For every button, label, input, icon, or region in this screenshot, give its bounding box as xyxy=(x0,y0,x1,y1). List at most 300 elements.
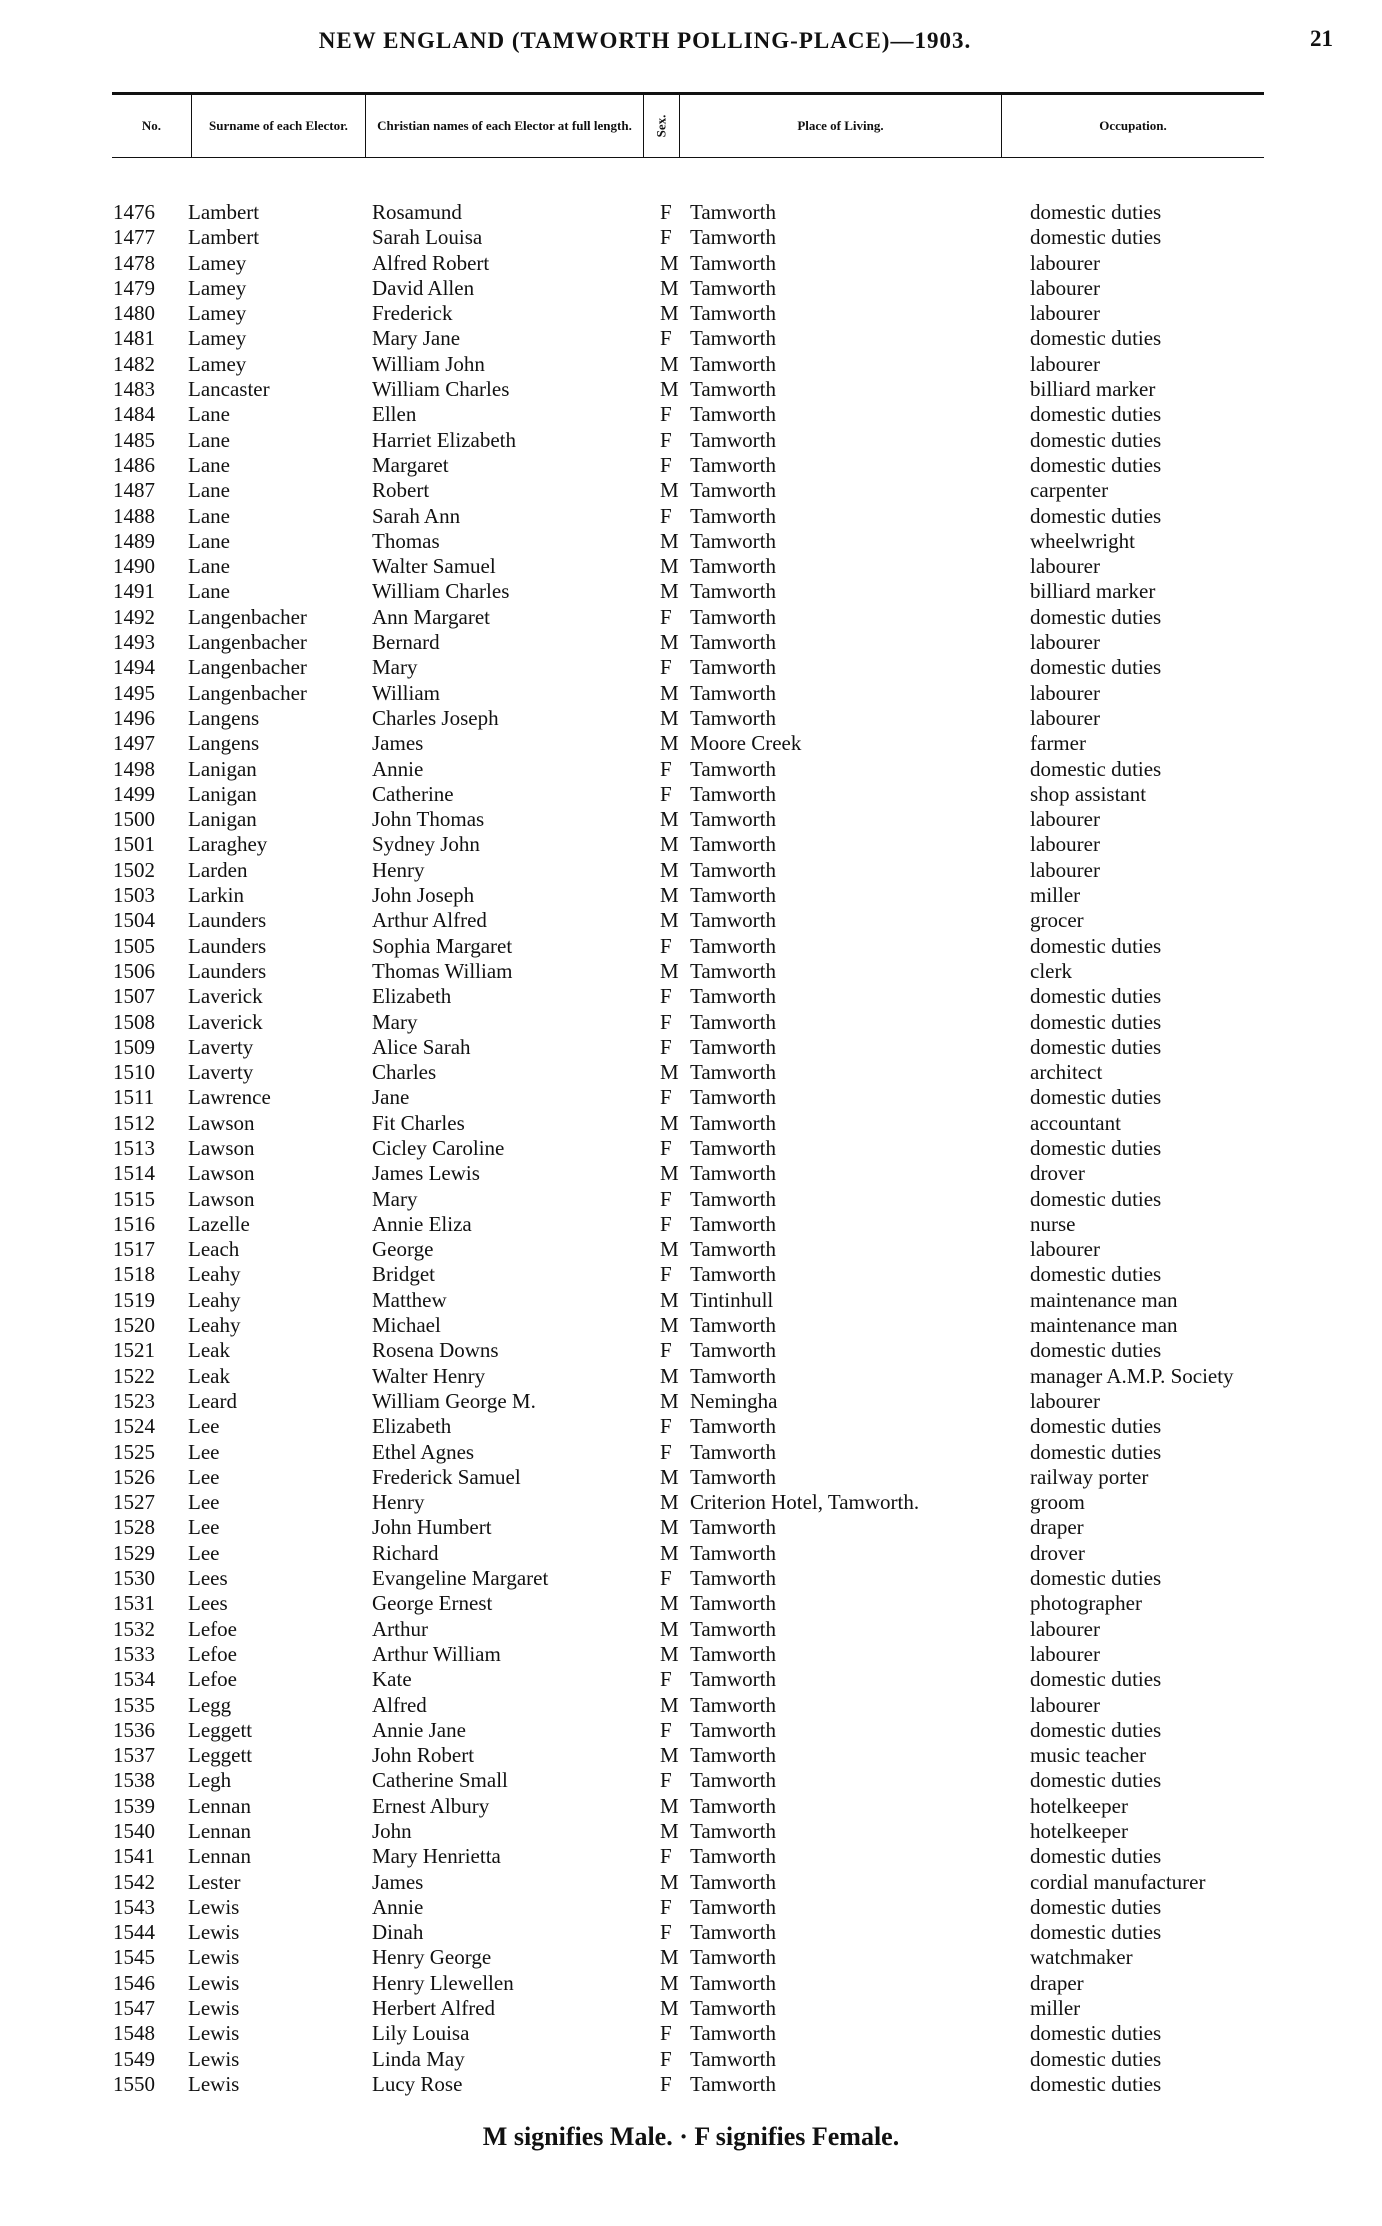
elector-sex: M xyxy=(660,377,679,402)
elector-christian-names: Henry George xyxy=(372,1945,492,1970)
elector-occupation: farmer xyxy=(1030,731,1086,756)
elector-christian-names: Alfred xyxy=(372,1692,427,1717)
elector-christian-names: Mary Henrietta xyxy=(372,1844,501,1869)
elector-sex: M xyxy=(660,731,679,756)
elector-place-of-living: Tamworth xyxy=(690,452,777,477)
elector-sex: F xyxy=(660,1414,672,1439)
elector-christian-names: Kate xyxy=(372,1667,412,1692)
elector-place-of-living: Tamworth xyxy=(690,1363,777,1388)
elector-place-of-living: Tamworth xyxy=(690,1338,777,1363)
elector-number: 1492 xyxy=(113,604,155,629)
elector-occupation: labourer xyxy=(1030,807,1100,832)
elector-occupation: miller xyxy=(1030,883,1081,908)
elector-surname: Lamey xyxy=(188,301,247,326)
elector-christian-names: Frederick Samuel xyxy=(372,1464,521,1489)
table-row xyxy=(0,1338,1382,1363)
elector-number: 1522 xyxy=(113,1363,155,1388)
elector-place-of-living: Tamworth xyxy=(690,275,777,300)
elector-occupation: maintenance man xyxy=(1030,1313,1178,1338)
elector-number: 1537 xyxy=(113,1743,155,1768)
elector-sex: M xyxy=(660,1616,679,1641)
elector-sex: M xyxy=(660,1970,679,1995)
table-row xyxy=(0,1895,1382,1920)
table-row xyxy=(0,1566,1382,1591)
elector-number: 1539 xyxy=(113,1793,155,1818)
elector-christian-names: James xyxy=(372,1869,424,1894)
elector-number: 1505 xyxy=(113,933,155,958)
elector-number: 1517 xyxy=(113,1237,155,1262)
elector-christian-names: Matthew xyxy=(372,1287,447,1312)
table-row xyxy=(0,2021,1382,2046)
elector-christian-names: Ethel Agnes xyxy=(372,1439,475,1464)
table-row xyxy=(0,706,1382,731)
elector-occupation: labourer xyxy=(1030,705,1100,730)
elector-place-of-living: Tamworth xyxy=(690,1920,777,1945)
table-row xyxy=(0,655,1382,680)
table-row xyxy=(0,1187,1382,1212)
elector-number: 1483 xyxy=(113,377,155,402)
table-row xyxy=(0,1870,1382,1895)
table-row xyxy=(0,504,1382,529)
elector-number: 1478 xyxy=(113,250,155,275)
elector-occupation: domestic duties xyxy=(1030,452,1162,477)
elector-surname: Lanigan xyxy=(188,807,257,832)
elector-number: 1545 xyxy=(113,1945,155,1970)
elector-occupation: labourer xyxy=(1030,857,1100,882)
table-row xyxy=(0,858,1382,883)
table-row xyxy=(0,934,1382,959)
elector-sex: F xyxy=(660,1085,672,1110)
elector-occupation: domestic duties xyxy=(1030,1414,1162,1439)
table-row xyxy=(0,883,1382,908)
elector-occupation: domestic duties xyxy=(1030,1135,1162,1160)
elector-occupation: domestic duties xyxy=(1030,2021,1162,2046)
elector-surname: Leak xyxy=(188,1363,230,1388)
elector-surname: Leak xyxy=(188,1338,230,1363)
elector-christian-names: Annie xyxy=(372,756,424,781)
elector-place-of-living: Tamworth xyxy=(690,1034,777,1059)
elector-number: 1531 xyxy=(113,1591,155,1616)
elector-surname: Lennan xyxy=(188,1819,251,1843)
table-row xyxy=(0,681,1382,706)
table-row xyxy=(0,478,1382,503)
elector-number: 1540 xyxy=(113,1819,155,1843)
elector-number: 1495 xyxy=(113,680,155,705)
elector-surname: Lanigan xyxy=(188,756,257,781)
elector-place-of-living: Tamworth xyxy=(690,756,777,781)
elector-sex: M xyxy=(660,275,679,300)
elector-christian-names: James Lewis xyxy=(372,1161,480,1186)
elector-christian-names: Thomas William xyxy=(372,958,513,983)
elector-christian-names: Annie Eliza xyxy=(372,1211,472,1236)
elector-sex: F xyxy=(660,1338,672,1363)
elector-surname: Laverick xyxy=(188,1009,263,1034)
elector-place-of-living: Tamworth xyxy=(690,326,777,351)
elector-surname: Laverty xyxy=(188,1034,254,1059)
elector-number: 1532 xyxy=(113,1616,155,1641)
table-row xyxy=(0,1541,1382,1566)
elector-number: 1546 xyxy=(113,1970,155,1995)
elector-occupation: drover xyxy=(1030,1161,1085,1186)
elector-occupation: watchmaker xyxy=(1030,1945,1133,1970)
elector-number: 1508 xyxy=(113,1009,155,1034)
elector-place-of-living: Tamworth xyxy=(690,655,777,680)
table-row xyxy=(0,1515,1382,1540)
elector-place-of-living: Criterion Hotel, Tamworth. xyxy=(690,1490,920,1515)
elector-place-of-living: Tamworth xyxy=(690,781,777,806)
elector-place-of-living: Tamworth xyxy=(690,200,777,224)
elector-occupation: domestic duties xyxy=(1030,402,1162,427)
elector-place-of-living: Tamworth xyxy=(690,503,777,528)
table-row xyxy=(0,908,1382,933)
elector-occupation: maintenance man xyxy=(1030,1287,1178,1312)
elector-occupation: photographer xyxy=(1030,1591,1142,1616)
elector-sex: M xyxy=(660,908,679,933)
elector-surname: Langenbacher xyxy=(188,604,307,629)
elector-place-of-living: Tamworth xyxy=(690,984,777,1009)
table-row xyxy=(0,782,1382,807)
elector-sex: F xyxy=(660,1667,672,1692)
elector-number: 1519 xyxy=(113,1287,155,1312)
elector-sex: F xyxy=(660,200,672,224)
elector-surname: Leach xyxy=(188,1237,240,1262)
elector-sex: M xyxy=(660,554,679,579)
elector-place-of-living: Tamworth xyxy=(690,1667,777,1692)
elector-place-of-living: Tamworth xyxy=(690,1186,777,1211)
elector-occupation: manager A.M.P. Society xyxy=(1030,1363,1234,1388)
elector-occupation: labourer xyxy=(1030,250,1100,275)
table-row xyxy=(0,959,1382,984)
elector-sex: M xyxy=(660,1060,679,1085)
elector-christian-names: Sydney John xyxy=(372,832,480,857)
table-row xyxy=(0,731,1382,756)
elector-place-of-living: Tamworth xyxy=(690,1616,777,1641)
table-row xyxy=(0,2072,1382,2097)
elector-surname: Lefoe xyxy=(188,1616,237,1641)
elector-occupation: railway porter xyxy=(1030,1464,1149,1489)
elector-occupation: labourer xyxy=(1030,1692,1100,1717)
column-header-sex-label: Sex. xyxy=(653,114,669,138)
elector-surname: Lambert xyxy=(188,200,260,224)
elector-sex: F xyxy=(660,2021,672,2046)
elector-occupation: domestic duties xyxy=(1030,1920,1162,1945)
elector-occupation: billiard marker xyxy=(1030,377,1156,402)
elector-sex: M xyxy=(660,1110,679,1135)
elector-occupation: hotelkeeper xyxy=(1030,1819,1128,1843)
elector-surname: Launders xyxy=(188,933,267,958)
elector-christian-names: Margaret xyxy=(372,452,449,477)
sex-legend: M signifies Male. · F signifies Female. xyxy=(482,2122,900,2151)
elector-christian-names: Cicley Caroline xyxy=(372,1135,505,1160)
elector-occupation: clerk xyxy=(1030,958,1072,983)
elector-place-of-living: Tamworth xyxy=(690,1009,777,1034)
elector-occupation: domestic duties xyxy=(1030,2046,1162,2071)
elector-occupation: domestic duties xyxy=(1030,604,1162,629)
page-number: 21 xyxy=(1310,26,1333,51)
elector-surname: Laraghey xyxy=(188,832,268,857)
elector-christian-names: William George M. xyxy=(372,1388,536,1413)
elector-number: 1525 xyxy=(113,1439,155,1464)
elector-number: 1510 xyxy=(113,1060,155,1085)
elector-sex: F xyxy=(660,2046,672,2071)
elector-sex: F xyxy=(660,1920,672,1945)
elector-number: 1500 xyxy=(113,807,155,832)
table-row xyxy=(0,1768,1382,1793)
elector-occupation: draper xyxy=(1030,1515,1084,1540)
column-header-surname: Surname of each Elector. xyxy=(192,95,366,157)
table-row xyxy=(0,1667,1382,1692)
elector-sex: F xyxy=(660,1768,672,1793)
elector-surname: Leahy xyxy=(188,1287,241,1312)
table-row xyxy=(0,1819,1382,1844)
elector-place-of-living: Tamworth xyxy=(690,1540,777,1565)
elector-number: 1496 xyxy=(113,705,155,730)
elector-surname: Launders xyxy=(188,958,267,983)
elector-surname: Langenbacher xyxy=(188,655,307,680)
table-row xyxy=(0,807,1382,832)
table-row xyxy=(0,1060,1382,1085)
elector-occupation: labourer xyxy=(1030,554,1100,579)
table-row xyxy=(0,1490,1382,1515)
elector-number: 1479 xyxy=(113,275,155,300)
elector-christian-names: John Robert xyxy=(372,1743,475,1768)
elector-christian-names: William John xyxy=(372,351,485,376)
table-row xyxy=(0,1642,1382,1667)
elector-occupation: domestic duties xyxy=(1030,756,1162,781)
elector-place-of-living: Tamworth xyxy=(690,478,777,503)
elector-place-of-living: Tamworth xyxy=(690,1743,777,1768)
elector-place-of-living: Tamworth xyxy=(690,225,777,250)
elector-occupation: domestic duties xyxy=(1030,225,1162,250)
elector-surname: Leahy xyxy=(188,1262,241,1287)
elector-sex: F xyxy=(660,402,672,427)
elector-christian-names: Arthur William xyxy=(372,1641,501,1666)
elector-sex: M xyxy=(660,1313,679,1338)
elector-place-of-living: Tamworth xyxy=(690,2071,777,2096)
elector-occupation: draper xyxy=(1030,1970,1084,1995)
table-row xyxy=(0,402,1382,427)
elector-surname: Launders xyxy=(188,908,267,933)
elector-number: 1511 xyxy=(113,1085,155,1110)
elector-surname: Lamey xyxy=(188,250,247,275)
elector-number: 1501 xyxy=(113,832,155,857)
elector-christian-names: Robert xyxy=(372,478,430,503)
elector-surname: Leggett xyxy=(188,1717,253,1742)
elector-surname: Lester xyxy=(188,1869,241,1894)
elector-christian-names: Catherine Small xyxy=(372,1768,508,1793)
elector-number: 1547 xyxy=(113,1996,155,2021)
elector-place-of-living: Tintinhull xyxy=(690,1287,774,1312)
elector-surname: Lennan xyxy=(188,1844,251,1869)
elector-surname: Lambert xyxy=(188,225,260,250)
table-row xyxy=(0,1414,1382,1439)
elector-sex: M xyxy=(660,1743,679,1768)
column-header-christian-names: Christian names of each Elector at full length. xyxy=(366,95,644,157)
elector-sex: M xyxy=(660,1692,679,1717)
elector-sex: M xyxy=(660,1464,679,1489)
elector-sex: M xyxy=(660,478,679,503)
table-row xyxy=(0,579,1382,604)
elector-surname: Leard xyxy=(188,1388,237,1413)
column-header-sex xyxy=(644,95,680,157)
elector-surname: Lane xyxy=(188,402,230,427)
elector-christian-names: John Thomas xyxy=(372,807,485,832)
elector-number: 1538 xyxy=(113,1768,155,1793)
elector-christian-names: Henry xyxy=(372,857,425,882)
table-row xyxy=(0,984,1382,1009)
elector-sex: M xyxy=(660,857,679,882)
elector-surname: Leggett xyxy=(188,1743,253,1768)
elector-christian-names: Rosena Downs xyxy=(372,1338,499,1363)
elector-place-of-living: Tamworth xyxy=(690,1970,777,1995)
elector-surname: Lamey xyxy=(188,351,247,376)
table-row xyxy=(0,276,1382,301)
elector-sex: M xyxy=(660,1641,679,1666)
elector-number: 1502 xyxy=(113,857,155,882)
table-row xyxy=(0,1035,1382,1060)
elector-sex: M xyxy=(660,301,679,326)
elector-number: 1514 xyxy=(113,1161,155,1186)
table-row xyxy=(0,1945,1382,1970)
table-row xyxy=(0,428,1382,453)
elector-christian-names: Lily Louisa xyxy=(372,2021,470,2046)
table-row xyxy=(0,832,1382,857)
elector-occupation: labourer xyxy=(1030,275,1100,300)
table-row xyxy=(0,1591,1382,1616)
elector-number: 1533 xyxy=(113,1641,155,1666)
elector-surname: Lawson xyxy=(188,1135,255,1160)
elector-sex: M xyxy=(660,1793,679,1818)
elector-place-of-living: Tamworth xyxy=(690,908,777,933)
elector-surname: Laverty xyxy=(188,1060,254,1085)
elector-christian-names: John xyxy=(372,1819,412,1843)
elector-place-of-living: Tamworth xyxy=(690,1414,777,1439)
elector-christian-names: Ann Margaret xyxy=(372,604,490,629)
elector-occupation: domestic duties xyxy=(1030,655,1162,680)
elector-place-of-living: Tamworth xyxy=(690,402,777,427)
elector-surname: Lee xyxy=(188,1515,220,1540)
table-row xyxy=(0,1212,1382,1237)
table-row xyxy=(0,529,1382,554)
elector-sex: M xyxy=(660,1996,679,2021)
elector-sex: M xyxy=(660,680,679,705)
table-row xyxy=(0,630,1382,655)
elector-place-of-living: Tamworth xyxy=(690,1313,777,1338)
table-row xyxy=(0,1136,1382,1161)
elector-place-of-living: Tamworth xyxy=(690,807,777,832)
elector-christian-names: Frederick xyxy=(372,301,453,326)
elector-number: 1482 xyxy=(113,351,155,376)
elector-sex: F xyxy=(660,1211,672,1236)
elector-occupation: architect xyxy=(1030,1060,1103,1085)
elector-christian-names: Sarah Ann xyxy=(372,503,461,528)
elector-christian-names: Henry xyxy=(372,1490,425,1515)
elector-surname: Lane xyxy=(188,554,230,579)
elector-sex: F xyxy=(660,326,672,351)
elector-sex: F xyxy=(660,1894,672,1919)
elector-occupation: grocer xyxy=(1030,908,1084,933)
elector-sex: M xyxy=(660,1869,679,1894)
elector-surname: Lane xyxy=(188,478,230,503)
page-title: NEW ENGLAND (TAMWORTH POLLING-PLACE)—1903. xyxy=(318,28,972,53)
elector-surname: Lamey xyxy=(188,275,247,300)
elector-sex: M xyxy=(660,1490,679,1515)
elector-christian-names: Catherine xyxy=(372,781,454,806)
elector-christian-names: Sarah Louisa xyxy=(372,225,483,250)
elector-christian-names: Henry Llewellen xyxy=(372,1970,514,1995)
elector-number: 1486 xyxy=(113,452,155,477)
elector-surname: Lee xyxy=(188,1490,220,1515)
elector-number: 1489 xyxy=(113,528,155,553)
elector-christian-names: John Joseph xyxy=(372,883,475,908)
elector-christian-names: Dinah xyxy=(372,1920,424,1945)
table-row xyxy=(0,1010,1382,1035)
table-row xyxy=(0,2047,1382,2072)
elector-place-of-living: Tamworth xyxy=(690,528,777,553)
elector-number: 1527 xyxy=(113,1490,155,1515)
elector-occupation: domestic duties xyxy=(1030,1262,1162,1287)
elector-number: 1485 xyxy=(113,427,155,452)
elector-occupation: labourer xyxy=(1030,832,1100,857)
elector-occupation: domestic duties xyxy=(1030,1894,1162,1919)
table-row xyxy=(0,301,1382,326)
elector-surname: Lamey xyxy=(188,326,247,351)
elector-sex: F xyxy=(660,655,672,680)
table-row xyxy=(0,251,1382,276)
elector-surname: Lane xyxy=(188,579,230,604)
elector-number: 1534 xyxy=(113,1667,155,1692)
table-row xyxy=(0,1313,1382,1338)
elector-number: 1544 xyxy=(113,1920,155,1945)
elector-sex: F xyxy=(660,1135,672,1160)
elector-surname: Lanigan xyxy=(188,781,257,806)
elector-christian-names: Charles xyxy=(372,1060,437,1085)
elector-occupation: carpenter xyxy=(1030,478,1109,503)
elector-number: 1549 xyxy=(113,2046,155,2071)
elector-place-of-living: Tamworth xyxy=(690,1262,777,1287)
elector-christian-names: Mary xyxy=(372,655,418,680)
column-header-no: No. xyxy=(112,95,192,157)
table-row xyxy=(0,1465,1382,1490)
elector-sex: F xyxy=(660,452,672,477)
table-row xyxy=(0,1794,1382,1819)
table-row xyxy=(0,453,1382,478)
table-row xyxy=(0,352,1382,377)
elector-place-of-living: Tamworth xyxy=(690,1894,777,1919)
elector-christian-names: Elizabeth xyxy=(372,984,452,1009)
elector-occupation: domestic duties xyxy=(1030,200,1162,224)
elector-christian-names: William xyxy=(372,680,440,705)
elector-christian-names: George xyxy=(372,1237,434,1262)
elector-sex: F xyxy=(660,1566,672,1591)
elector-occupation: miller xyxy=(1030,1996,1081,2021)
elector-christian-names: Thomas xyxy=(372,528,440,553)
elector-place-of-living: Tamworth xyxy=(690,1515,777,1540)
elector-number: 1506 xyxy=(113,958,155,983)
elector-occupation: labourer xyxy=(1030,1388,1100,1413)
elector-christian-names: Bridget xyxy=(372,1262,435,1287)
elector-number: 1536 xyxy=(113,1717,155,1742)
elector-place-of-living: Tamworth xyxy=(690,1692,777,1717)
elector-place-of-living: Tamworth xyxy=(690,1819,777,1843)
elector-occupation: shop assistant xyxy=(1030,781,1147,806)
elector-number: 1498 xyxy=(113,756,155,781)
elector-christian-names: Alice Sarah xyxy=(372,1034,471,1059)
elector-place-of-living: Tamworth xyxy=(690,832,777,857)
elector-number: 1481 xyxy=(113,326,155,351)
elector-place-of-living: Tamworth xyxy=(690,1237,777,1262)
elector-sex: M xyxy=(660,528,679,553)
